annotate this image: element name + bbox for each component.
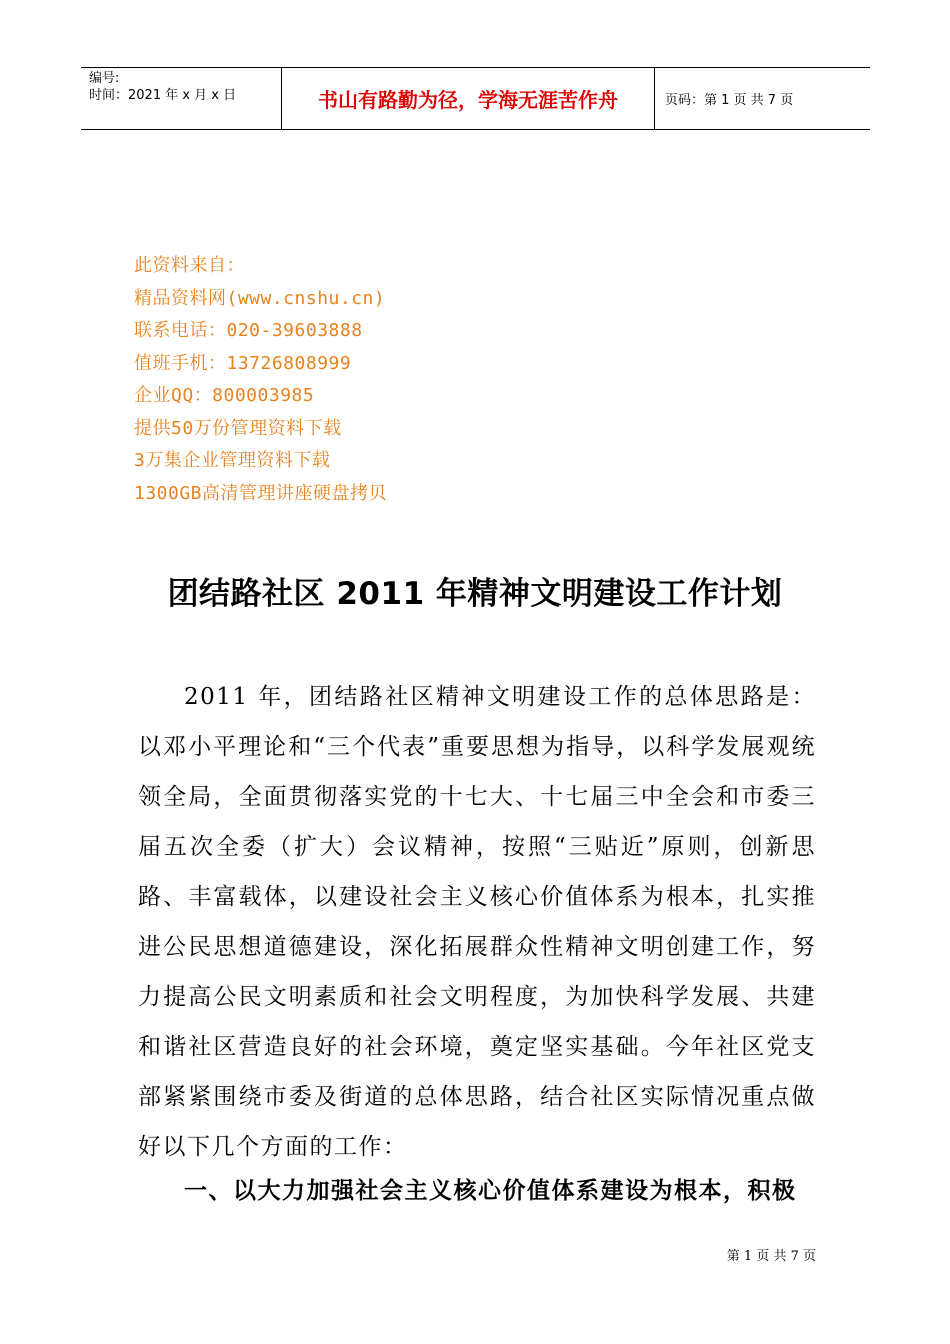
paragraph: 2011 年，团结路社区精神文明建设工作的总体思路是：以邓小平理论和“三个代表”重要思想为指导，以科学发展观统领全局，全面贯彻落实党的十七大、十七届三中全会和市委三届五次全委（扩大）会议精神，按照“三贴近”原则，创新思路、丰富载体，以建设社会主义核心价值体系为根本，扎实推进公民思想道德建设，深化拓展群众性精神文明创建工作，努力提高公民文明素质和社会文明程度，为加快科学发展、共建和谐社区营造良好的社会环境，奠定坚实基础。今年社区党支部紧紧围绕市委及街道的总体思路，结合社区实际情况重点做好以下几个方面的工作： (138, 684, 816, 1160)
page-footer: 第 1 页 共 7 页 (726, 1249, 816, 1264)
document-body (138, 672, 816, 1172)
document-title: 团结路社区 2011 年精神文明建设工作计划 (167, 576, 783, 612)
header-page-number: 页码：第 1 页 共 7 页 (665, 93, 794, 108)
section-heading: 一、以大力加强社会主义核心价值体系建设为根本，积极 (184, 1177, 797, 1204)
source-line: 3万集企业管理资料下载 (134, 450, 331, 471)
header-meta (81, 68, 282, 129)
source-line: 企业QQ：800003985 (134, 385, 315, 406)
source-info (134, 250, 387, 510)
time-label: 时间：2021 年 x 月 x 日 (89, 88, 237, 103)
source-line: 联系电话：020-39603888 (134, 320, 363, 341)
source-line: 精品资料网(www.cnshu.cn) (134, 287, 386, 309)
source-line: 值班手机：13726808999 (134, 352, 352, 374)
source-line: 1300GB高清管理讲座硬盘拷贝 (134, 482, 388, 504)
source-line: 提供50万份管理资料下载 (134, 417, 342, 439)
header-motto: 书山有路勤为径，学海无涯苦作舟 (282, 68, 655, 129)
number-label: 编号: (89, 71, 120, 86)
page-header (81, 67, 870, 130)
source-line: 此资料来自： (134, 255, 245, 276)
